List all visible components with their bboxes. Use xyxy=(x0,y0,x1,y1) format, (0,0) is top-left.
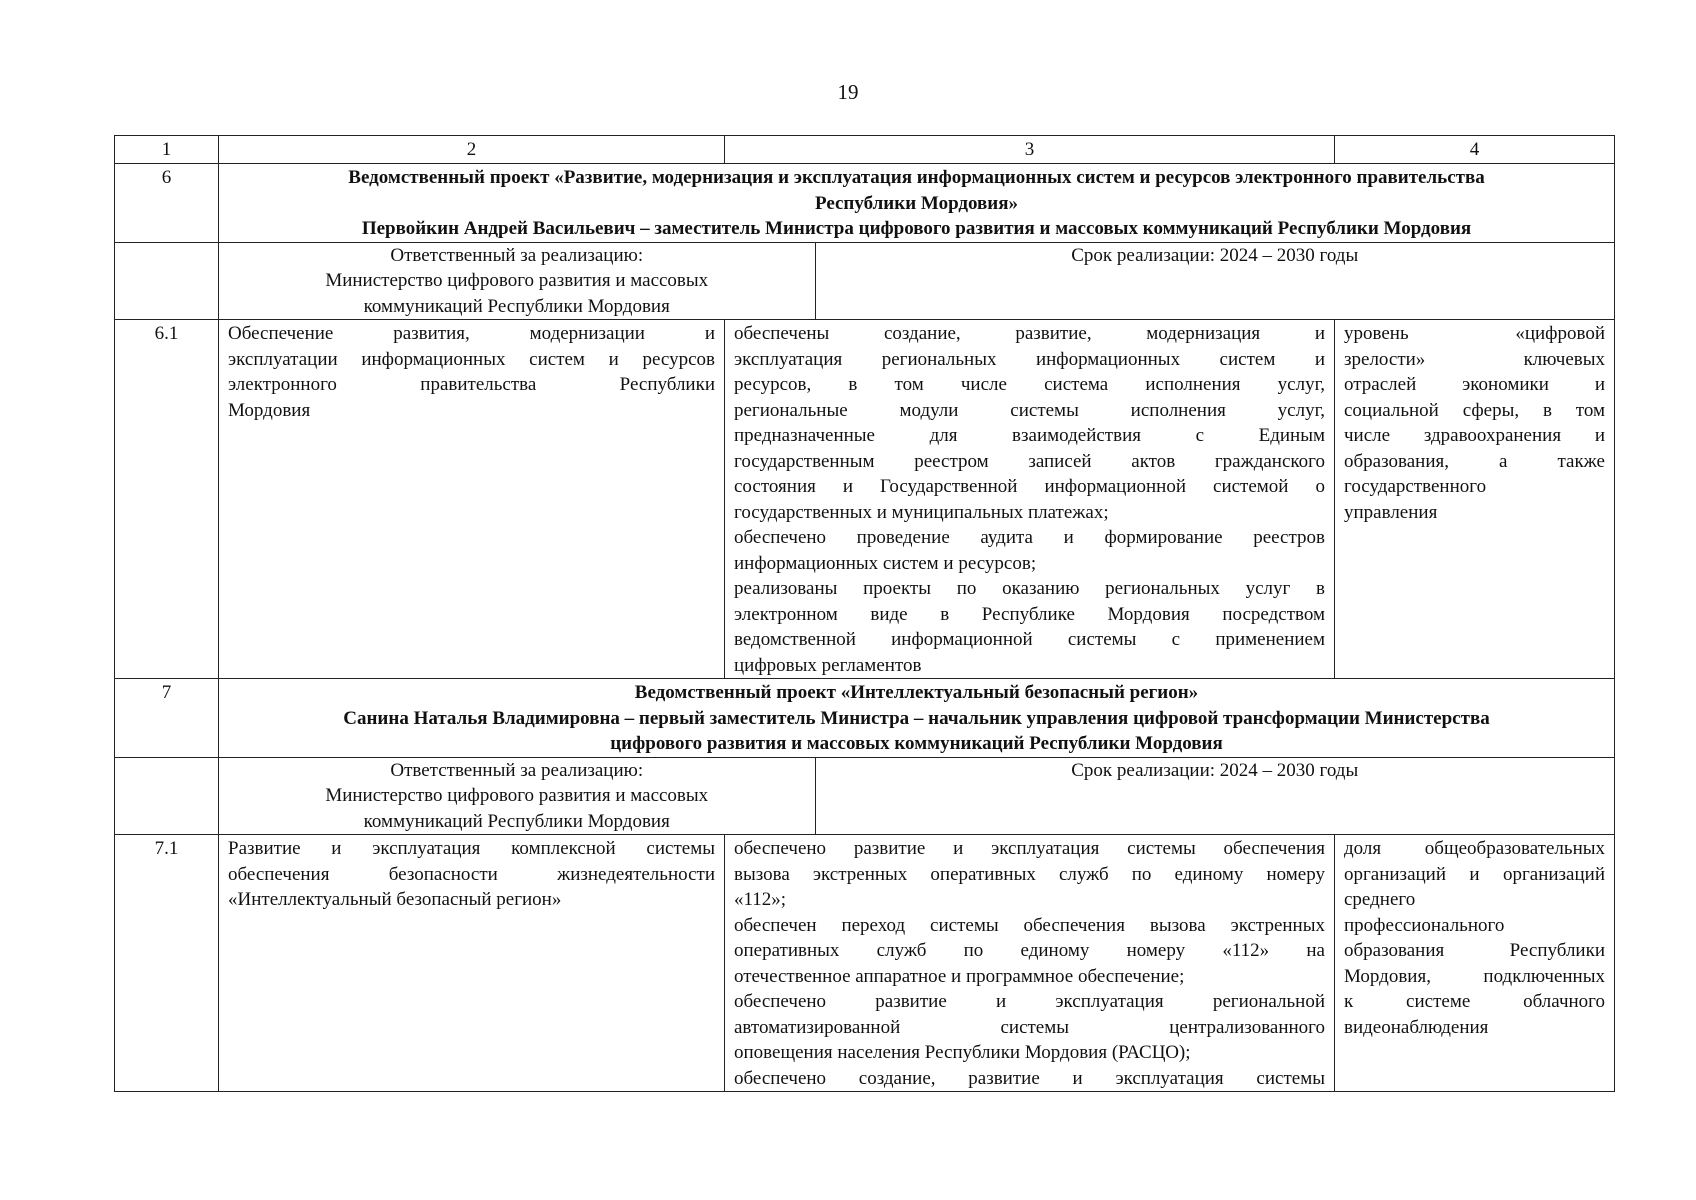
section-6-lead: Первойкин Андрей Васильевич – заместитель Министра цифрового развития и массовых коммуникаций Республики Мордовия xyxy=(361,218,1472,239)
task-6-1-result-line-8: государственных и муниципальных платежах; xyxy=(734,501,1109,523)
task-7-1-result-line-8: автоматизированной системы централизованного xyxy=(734,1016,1325,1038)
section-6-number: 6 xyxy=(115,164,219,243)
task-6-1-number: 6.1 xyxy=(115,320,219,679)
section-7-responsible-container xyxy=(219,757,1615,835)
section-6-responsible-row xyxy=(115,242,1615,320)
task-7-1-name xyxy=(219,835,725,1092)
page-number: 19 xyxy=(837,80,859,104)
task-6-1-result-line-7: состояния и Государственной информационной системой о xyxy=(734,476,1325,497)
task-6-1-result-line-9: обеспечено проведение аудита и формирование реестров xyxy=(734,527,1325,548)
section-6-title-line-1: Ведомственный проект «Развитие, модернизация и эксплуатация информационных систем и ресурсов электронного правительства xyxy=(348,167,1485,188)
section-7-responsible-line-2: Министерство цифрового развития и массовых xyxy=(325,785,709,806)
task-7-1-indicator-line-3: среднего xyxy=(1344,889,1416,910)
task-6-1-indicator xyxy=(1335,320,1615,679)
task-7-1-indicator xyxy=(1335,835,1615,1092)
task-6-1-name-line-1: Обеспечение развития, модернизации и xyxy=(228,323,715,344)
task-7-1-indicator-line-8: видеонаблюдения xyxy=(1344,1016,1489,1038)
task-6-1-name xyxy=(219,320,725,679)
task-6-1-name-line-2: эксплуатации информационных систем и ресурсов xyxy=(228,348,715,370)
task-7-1-name-line-3: «Интеллектуальный безопасный регион» xyxy=(228,889,562,910)
section-6-responsible-line-1: Ответственный за реализацию: xyxy=(390,244,644,266)
task-6-1-result-line-14: цифровых регламентов xyxy=(734,654,922,676)
section-7-lead-line-2: цифрового развития и массовых коммуникаций Республики Мордовия xyxy=(610,733,1223,754)
section-6-responsible-table xyxy=(219,243,1614,320)
task-6-1-name-line-3: электронного правительства Республики xyxy=(228,374,715,395)
task-7-1-number: 7.1 xyxy=(115,835,219,1092)
task-7-1-result-line-5: оперативных служб по единому номеру «112» на xyxy=(734,940,1325,961)
task-7-1-result-line-7: обеспечено развитие и эксплуатация региональной xyxy=(734,991,1325,1012)
header-col-4: 4 xyxy=(1335,136,1615,164)
task-7-1-name-line-1: Развитие и эксплуатация комплексной системы xyxy=(228,838,715,859)
task-7-1-result-line-10: обеспечено создание, развитие и эксплуатация системы xyxy=(734,1067,1325,1089)
task-7-1-result-line-2: вызова экстренных оперативных служб по единому номеру xyxy=(734,863,1325,885)
task-7-1-indicator-line-1: доля общеобразовательных xyxy=(1344,838,1605,859)
section-7-title xyxy=(219,679,1615,758)
section-7-responsible-line-1: Ответственный за реализацию: xyxy=(390,759,644,781)
task-6-1-indicator-line-7: государственного xyxy=(1344,476,1487,497)
task-6-1-result-line-6: государственным реестром записей актов гражданского xyxy=(734,450,1325,472)
section-7-term: Срок реализации: 2024 – 2030 годы xyxy=(1071,759,1359,781)
section-7-empty-cell xyxy=(115,757,219,835)
task-6-1-result-line-10: информационных систем и ресурсов; xyxy=(734,552,1037,574)
section-7-lead-line-1: Санина Наталья Владимировна – первый заместитель Министра – начальник управления цифровой трансформации Министерства xyxy=(343,707,1490,729)
task-6-1-result-line-11: реализованы проекты по оказанию региональных услуг в xyxy=(734,578,1325,599)
section-7-responsible-row xyxy=(115,757,1615,835)
header-col-2: 2 xyxy=(219,136,725,164)
section-7-responsible xyxy=(219,758,815,835)
header-row xyxy=(115,136,1615,164)
task-7-1-result-line-9: оповещения населения Республики Мордовия (РАСЦО); xyxy=(734,1042,1191,1063)
section-6-title xyxy=(219,164,1615,243)
task-6-1-indicator-line-2: зрелости» ключевых xyxy=(1344,348,1605,370)
task-7-1-result-line-1: обеспечено развитие и эксплуатация системы обеспечения xyxy=(734,838,1325,859)
task-7-1-results xyxy=(725,835,1335,1092)
task-6-1-indicator-line-3: отраслей экономики и xyxy=(1344,374,1605,395)
task-7-1-indicator-line-4: профессионального xyxy=(1344,914,1505,936)
task-7-1-indicator-line-6: Мордовия, подключенных xyxy=(1344,965,1605,987)
task-6-1-row xyxy=(115,320,1615,679)
section-6-term: Срок реализации: 2024 – 2030 годы xyxy=(1071,244,1359,266)
section-6-responsible-line-2: Министерство цифрового развития и массовых xyxy=(325,270,709,291)
task-7-1-result-line-3: «112»; xyxy=(734,889,787,910)
task-7-1-indicator-line-2: организаций и организаций xyxy=(1344,863,1605,885)
task-7-1-result-line-4: обеспечен переход системы обеспечения вызова экстренных xyxy=(734,914,1325,936)
header-col-3: 3 xyxy=(725,136,1335,164)
task-6-1-results xyxy=(725,320,1335,679)
section-6-responsible-line-3: коммуникаций Республики Мордовия xyxy=(363,295,670,317)
section-7-title-line-1: Ведомственный проект «Интеллектуальный безопасный регион» xyxy=(634,682,1199,703)
task-6-1-indicator-line-4: социальной сферы, в том xyxy=(1344,399,1605,421)
task-6-1-result-line-13: ведомственной информационной системы с применением xyxy=(734,629,1325,650)
section-7-responsible-line-3: коммуникаций Республики Мордовия xyxy=(363,810,670,832)
task-7-1-indicator-line-5: образования Республики xyxy=(1344,940,1605,961)
section-6-title-line-2: Республики Мордовия» xyxy=(814,192,1019,214)
task-6-1-result-line-4: региональные модули системы исполнения услуг, xyxy=(734,399,1325,421)
section-7-responsible-table xyxy=(219,758,1614,835)
program-table xyxy=(114,135,1615,1092)
section-6-empty-cell xyxy=(115,242,219,320)
task-6-1-indicator-line-1: уровень «цифровой xyxy=(1344,323,1605,344)
section-6-title-row xyxy=(115,164,1615,243)
task-6-1-indicator-line-8: управления xyxy=(1344,501,1438,523)
task-6-1-result-line-3: ресурсов, в том числе система исполнения услуг, xyxy=(734,374,1325,395)
section-6-responsible xyxy=(219,243,815,320)
task-6-1-indicator-line-5: числе здравоохранения и xyxy=(1344,425,1605,446)
header-col-1: 1 xyxy=(115,136,219,164)
task-7-1-name-line-2: обеспечения безопасности жизнедеятельности xyxy=(228,863,715,885)
task-6-1-name-line-4: Мордовия xyxy=(228,399,311,421)
task-7-1-result-line-6: отечественное аппаратное и программное обеспечение; xyxy=(734,965,1185,987)
section-6-responsible-container xyxy=(219,242,1615,320)
task-6-1-result-line-12: электронном виде в Республике Мордовия посредством xyxy=(734,603,1325,625)
task-7-1-row xyxy=(115,835,1615,1092)
task-6-1-result-line-5: предназначенные для взаимодействия с Единым xyxy=(734,425,1325,446)
task-6-1-indicator-line-6: образования, а также xyxy=(1344,450,1605,472)
task-7-1-indicator-line-7: к системе облачного xyxy=(1344,991,1605,1012)
section-7-number: 7 xyxy=(115,679,219,758)
task-6-1-result-line-2: эксплуатация региональных информационных систем и xyxy=(734,348,1325,370)
task-6-1-result-line-1: обеспечены создание, развитие, модернизация и xyxy=(734,323,1325,344)
section-7-title-row xyxy=(115,679,1615,758)
